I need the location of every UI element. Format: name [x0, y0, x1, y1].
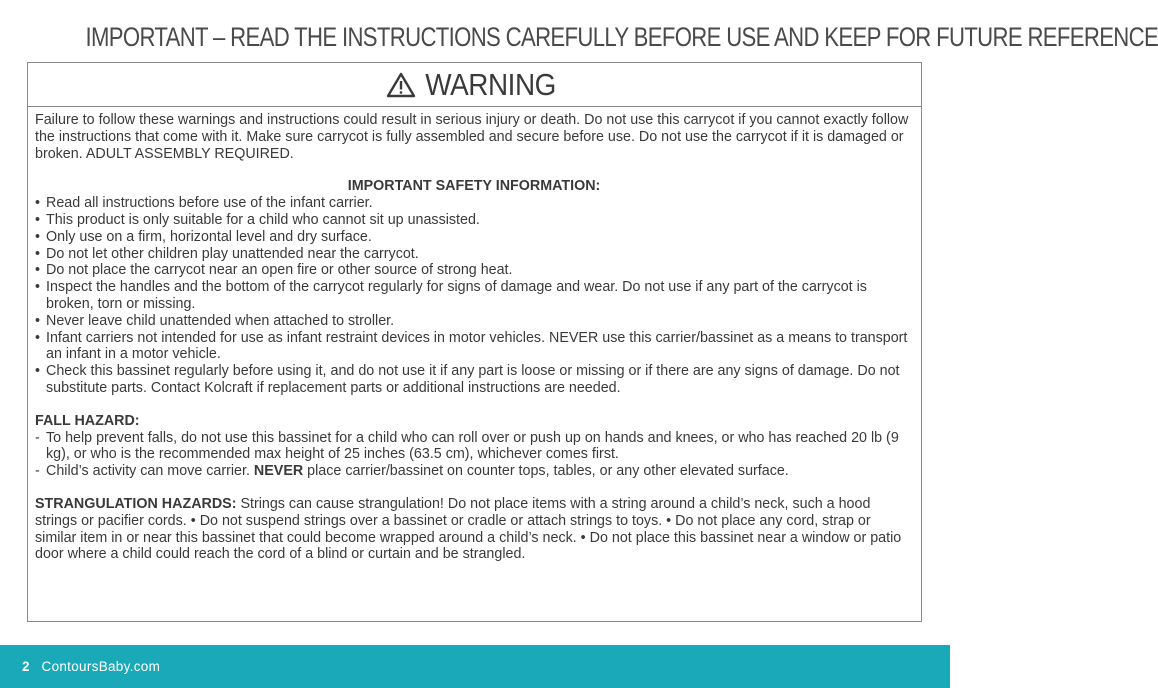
list-item-text: Child’s activity can move carrier. — [46, 463, 250, 480]
list-item — [35, 313, 913, 330]
page-footer — [0, 645, 950, 688]
dash-mark: - — [35, 429, 40, 446]
bullet-mark: • — [35, 329, 41, 346]
bullet-mark: • — [35, 279, 41, 296]
list-item — [35, 330, 913, 364]
dash-mark: - — [35, 463, 40, 480]
list-item — [35, 363, 913, 397]
list-item — [35, 246, 913, 263]
list-item-text: Read all instructions before use of the infant carrier. — [46, 195, 373, 212]
intro-paragraph: Failure to follow these warnings and instructions could result in serious injury or death. Do not use this carrycot if you cannot exactly follow the instructions that come with it. Make sure carrycot is fully assembled and secure before use. Do not use the carrycot if it is damaged or broken. ADULT ASSEMBLY REQUIRED. — [35, 112, 909, 162]
never-emphasis: NEVER — [253, 463, 304, 480]
page-header-title: IMPORTANT – READ THE INSTRUCTIONS CAREFULLY BEFORE USE AND KEEP FOR FUTURE REFERENCE — [85, 22, 1158, 52]
warning-title: WARNING — [425, 66, 556, 102]
page-number: 2 — [22, 659, 30, 674]
bullet-mark: • — [35, 312, 41, 329]
bullet-mark: • — [35, 211, 41, 228]
strangulation-heading: STRANGULATION HAZARDS: — [35, 495, 237, 512]
list-item — [35, 229, 913, 246]
list-item — [35, 430, 913, 464]
warning-box — [27, 62, 922, 622]
list-item-text: Do not place the carrycot near an open fire or other source of strong heat. — [46, 262, 513, 279]
list-item — [35, 279, 913, 313]
list-item-text: place carrier/bassinet on counter tops, tables, or any other elevated surface. — [307, 463, 789, 480]
list-item-text: Infant carriers not intended for use as infant restraint devices in motor vehicles. NEVER use this carrier/bassinet as a means to transport an infant in a motor vehicle. — [46, 329, 908, 363]
list-item-text: Do not let other children play unattended near the carrycot. — [46, 245, 419, 262]
bullet-mark: • — [35, 262, 41, 279]
list-item — [35, 195, 913, 212]
safety-heading: IMPORTANT SAFETY INFORMATION: — [347, 178, 601, 195]
warning-content — [28, 107, 921, 563]
fall-hazard-list — [35, 430, 913, 480]
bullet-mark: • — [35, 245, 41, 262]
list-item — [35, 262, 913, 279]
bullet-mark: • — [35, 363, 41, 380]
list-item-text: Never leave child unattended when attached to stroller. — [46, 312, 395, 329]
bullet-mark: • — [35, 228, 41, 245]
list-item-text: Only use on a firm, horizontal level and dry surface. — [46, 228, 372, 245]
list-item — [35, 463, 913, 480]
website-link[interactable]: ContoursBaby.com — [41, 659, 161, 674]
fall-hazard-heading: FALL HAZARD: — [35, 412, 140, 429]
list-item-text: Inspect the handles and the bottom of the carrycot regularly for signs of damage and wear. Do not use if any part of the carrycot is broken, torn or missing. — [46, 279, 867, 312]
strangulation-paragraph — [35, 496, 913, 563]
list-item-text: Check this bassinet regularly before using it, and do not use it if any part is loose or missing or if there are any signs of damage. Do not substitute parts. Contact Kolcraft if replacement parts or additional instructions are needed. — [46, 363, 900, 396]
list-item — [35, 212, 913, 229]
bullet-mark: • — [35, 195, 41, 212]
safety-list — [35, 195, 913, 397]
warning-triangle-icon — [386, 72, 416, 98]
list-item-text: To help prevent falls, do not use this bassinet for a child who can roll over or push up on hands and knees, or who has reached 20 lb (9 kg), or who is the recommended max height of 25 inches (63.5 cm), whichever comes first. — [46, 429, 899, 463]
list-item-text: This product is only suitable for a child who cannot sit up unassisted. — [46, 211, 480, 228]
warning-title-bar — [28, 63, 921, 107]
strangulation-text: Strings can cause strangulation! Do not place items with a string around a child’s neck, such a hood strings or pacifier cords. • Do not suspend strings over a bassinet or cradle or attach strings to toys. • Do not place any cord, strap or similar item in or near this bassinet that could become wrapped around a child’s neck. • Do not place this bassinet near a window or patio door where a child could reach the cord of a blind or curtain and be strangled. — [35, 495, 902, 563]
